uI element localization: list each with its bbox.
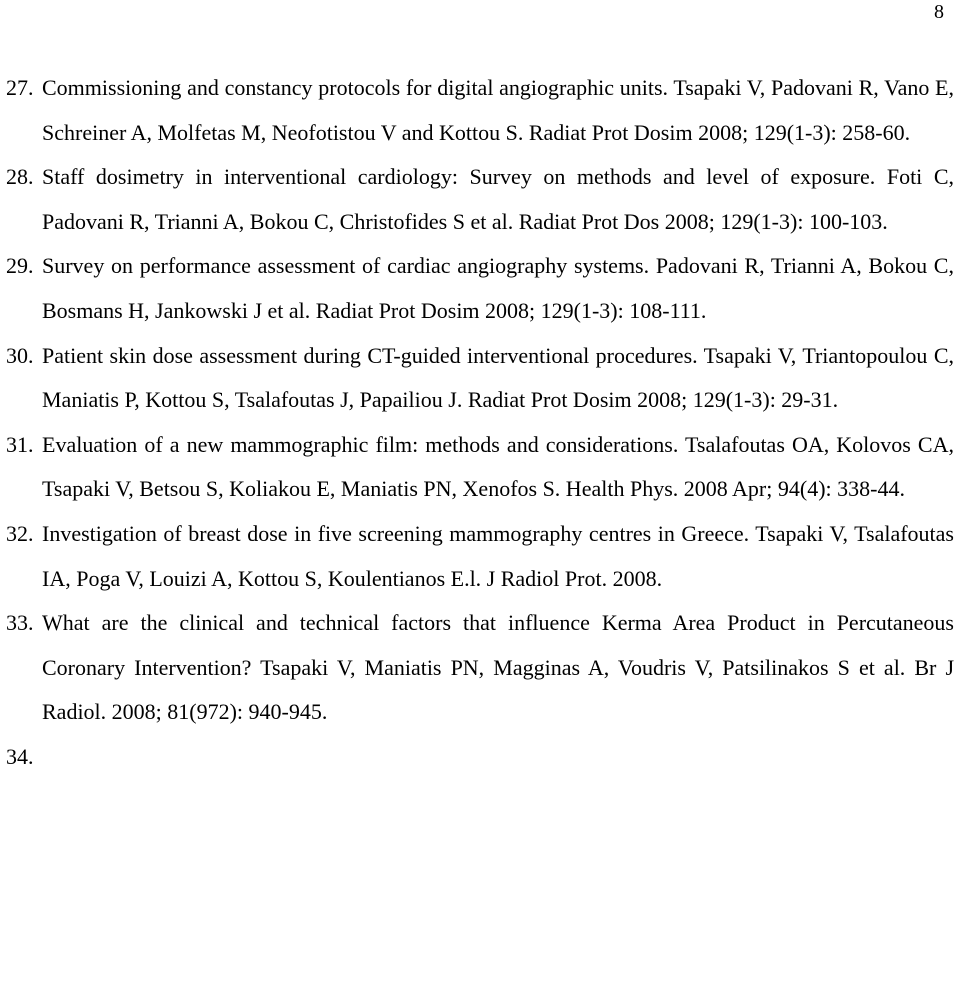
- reference-text: Investigation of breast dose in five screening mammography centres in Greece. Tsapaki V, Tsalafoutas IA, Poga V, Louizi A, Kottou S, Koulentianos E.l. J Radiol Prot. 2008.: [42, 520, 954, 591]
- reference-text: What are the clinical and technical factors that influence Kerma Area Product in Percutaneous Coronary Intervention? Tsapaki V, Maniatis PN, Magginas A, Voudris V, Patsilinakos S et al. Br J Radiol. 2008; 81(972): 940-945.: [42, 610, 954, 725]
- reference-number: 31.: [6, 431, 34, 457]
- reference-text: Commissioning and constancy protocols for digital angiographic units. Tsapaki V, Padovani R, Vano E, Schreiner A, Molfetas M, Neofotistou V and Kottou S. Radiat Prot Dosim 2008; 129(1-3): 258-60.: [42, 75, 954, 145]
- reference-text: Survey on performance assessment of cardiac angiography systems. Padovani R, Trianni A, Bokou C, Bosmans H, Jankowski J et al. Radiat Prot Dosim 2008; 129(1-3): 108-111.: [42, 253, 954, 323]
- reference-item: [6, 423, 954, 512]
- reference-number: 27.: [6, 75, 34, 100]
- reference-number: 34.: [6, 743, 34, 769]
- reference-number: 30.: [6, 342, 34, 368]
- reference-text: Staff dosimetry in interventional cardiology: Survey on methods and level of exposure. Foti C, Padovani R, Trianni A, Bokou C, Christofides S et al. Radiat Prot Dos 2008; 129(1-3): 100-103.: [42, 164, 954, 234]
- reference-item: [6, 512, 954, 601]
- reference-item: [6, 155, 954, 244]
- reference-text: Evaluation of a new mammographic film: methods and considerations. Tsalafoutas OA, Kolovos CA, Tsapaki V, Betsou S, Koliakou E, Maniatis PN, Xenofos S. Health Phys. 2008 Apr; 94(4): 338-44.: [42, 431, 954, 502]
- reference-number: 29.: [6, 253, 34, 279]
- reference-text: Patient skin dose assessment during CT-guided interventional procedures. Tsapaki V, Triantopoulou C, Maniatis P, Kottou S, Tsalafoutas J, Papailiou J. Radiat Prot Dosim 2008; 129(1-3): 29-31.: [42, 342, 954, 413]
- reference-item: [6, 244, 954, 333]
- reference-item: [6, 601, 954, 735]
- page-number: 8: [934, 1, 944, 23]
- reference-item: [6, 334, 954, 423]
- reference-item: [6, 66, 954, 155]
- reference-list: [6, 66, 954, 780]
- reference-text: [42, 735, 954, 780]
- reference-number: 28.: [6, 164, 34, 190]
- reference-number: 33.: [6, 610, 34, 636]
- reference-number: 32.: [6, 520, 34, 546]
- reference-item: [6, 735, 954, 780]
